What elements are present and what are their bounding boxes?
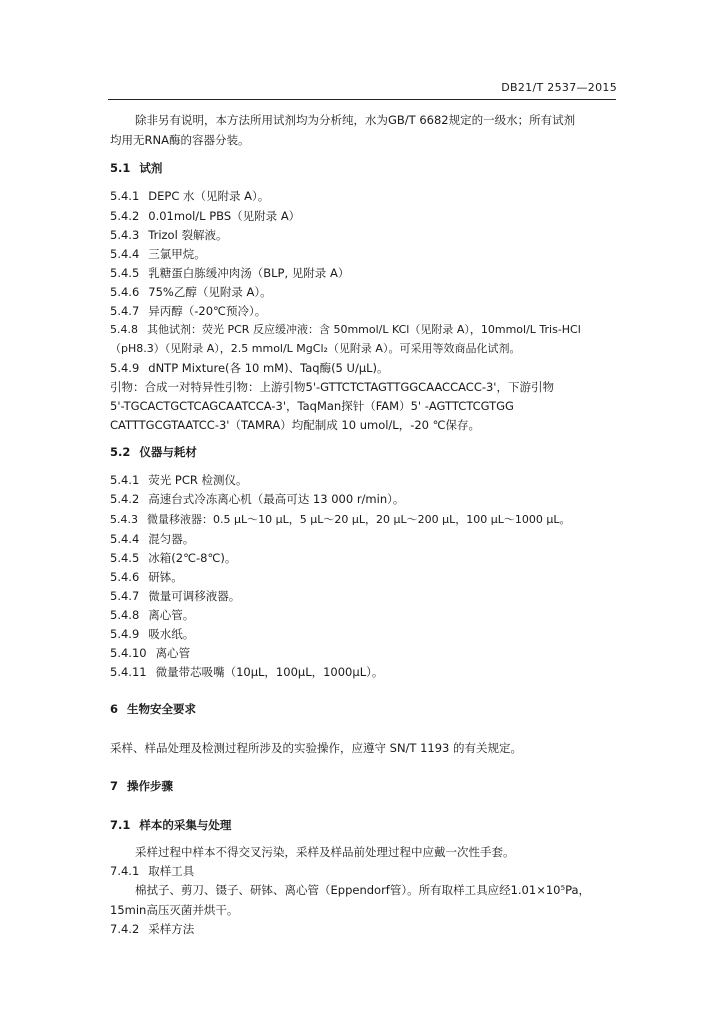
item-number: 5.4.3 (110, 513, 138, 526)
section-number: 7.4.2 (110, 922, 140, 936)
list-item (110, 208, 300, 224)
item-text: 75%乙醇（见附录 A）。 (148, 285, 272, 299)
section-title: 样本的采集与处理 (139, 818, 232, 832)
item-number: 5.4.2 (110, 492, 140, 506)
item-number: 5.4.6 (110, 570, 140, 584)
item-text: 冰箱(2℃-8℃)。 (148, 551, 237, 565)
section-7-1-paragraph: 采样过程中样本不得交叉污染，采样及样品前处理过程中应戴一次性手套。 (135, 845, 515, 859)
list-item (110, 588, 240, 604)
item-text: 微量可调移液器。 (148, 589, 241, 603)
document-id-header: DB21/T 2537—2015 (501, 81, 617, 94)
section-title: 试剂 (139, 161, 163, 175)
item-text: 高速台式冷冻离心机（最高可达 13 000 r/min）。 (148, 492, 405, 506)
list-item (110, 303, 266, 319)
intro-line-2: 均用无RNA酶的容器分装。 (110, 133, 250, 147)
item-number: 5.4.5 (110, 266, 140, 280)
item-text: 异丙醇（-20℃预冷）。 (148, 304, 267, 318)
list-item (110, 569, 183, 585)
item-number: 5.4.1 (110, 473, 140, 487)
item-number: 5.4.4 (110, 247, 140, 261)
list-item (110, 188, 269, 204)
item-text: 吸水纸。 (148, 627, 195, 641)
list-item (110, 246, 206, 262)
section-number: 5.1 (110, 161, 131, 175)
intro-line-1: 除非另有说明，本方法所用试剂均为分析纯，水为GB/T 6682规定的一级水；所有试剂 (135, 113, 576, 127)
list-item (110, 265, 349, 281)
header-rule (108, 99, 616, 100)
list-item (110, 512, 570, 528)
section-7-heading (110, 778, 173, 794)
item-number: 5.4.7 (110, 304, 140, 318)
item-number: 5.4.6 (110, 285, 140, 299)
section-5-1-heading (110, 160, 162, 176)
section-number: 7.4.1 (110, 864, 140, 878)
item-number: 5.4.5 (110, 551, 140, 565)
list-item (110, 626, 194, 642)
section-number: 5.2 (110, 445, 131, 459)
item-number: 5.4.8 (110, 323, 138, 336)
item-text: 乳糖蛋白胨缓冲肉汤（BLP, 见附录 A） (148, 266, 350, 280)
item-text: 微量移液器：0.5 μL～10 μL，5 μL～20 μL，20 μL～200 μL，100 μL～1000 μL。 (147, 513, 571, 526)
section-7-4-1-heading (110, 863, 194, 879)
primer-line-3: CATTTGCGTAATCC-3'（TAMRA）均配制成 10 umol/L，-20 ℃保存。 (110, 418, 481, 432)
list-item (110, 322, 581, 338)
list-item (110, 284, 272, 300)
item-text: dNTP Mixture(各 10 mM)、Taq酶(5 U/μL)。 (148, 361, 389, 375)
item-text: 0.01mol/L PBS（见附录 A） (148, 209, 301, 223)
primer-line-2: 5'-TGCACTGCTCAGCAATCCA-3'，TaqMan探针（FAM）5' -AGTTCTCGTGG (110, 399, 514, 413)
list-item (110, 472, 248, 488)
section-title: 生物安全要求 (127, 702, 197, 716)
section-number: 7.1 (110, 818, 131, 832)
section-7-4-1-line-1: 棉拭子、剪刀、镊子、研钵、离心管（Eppendorf管）。所有取样工具应经1.01×10⁵Pa， (135, 883, 591, 897)
item-text: 研钵。 (148, 570, 183, 584)
item-number: 5.4.9 (110, 361, 140, 375)
list-item (110, 227, 227, 243)
section-title: 仪器与耗材 (139, 445, 197, 459)
list-item (110, 360, 389, 376)
primer-line-1: 引物：合成一对特异性引物：上游引物5'-GTTCTCTAGTTGGCAACCACC-3'，下游引物 (110, 380, 554, 394)
item-number: 5.4.11 (110, 665, 147, 679)
item-text: Trizol 裂解液。 (148, 228, 228, 242)
item-text: 离心管 (155, 646, 191, 660)
section-number: 6 (110, 702, 119, 716)
item-text: 荧光 PCR 检测仪。 (148, 473, 248, 487)
list-item (110, 531, 194, 547)
item-text: 其他试剂：荧光 PCR 反应缓冲液：含 50mmol/L KCl（见附录 A），10mmol/L Tris-HCl (147, 323, 581, 336)
item-number: 5.4.3 (110, 228, 140, 242)
section-title: 取样工具 (148, 864, 195, 878)
item-text: 混匀器。 (148, 532, 195, 546)
section-6-paragraph: 采样、样品处理及检测过程所涉及的实验操作，应遵守 SN/T 1193 的有关规定。 (110, 741, 523, 755)
item-number: 5.4.1 (110, 189, 140, 203)
list-item (110, 664, 383, 680)
section-title: 操作步骤 (127, 779, 174, 793)
item-text: 三氯甲烷。 (148, 247, 206, 261)
list-item (110, 645, 190, 661)
item-number: 5.4.4 (110, 532, 140, 546)
section-7-1-heading (110, 817, 231, 833)
item-number: 5.4.8 (110, 608, 140, 622)
list-item (110, 550, 236, 566)
item-number: 5.4.10 (110, 646, 147, 660)
section-6-heading (110, 701, 196, 717)
item-text: 离心管。 (148, 608, 195, 622)
section-number: 7 (110, 779, 119, 793)
section-7-4-2-heading (110, 921, 194, 937)
item-number: 5.4.2 (110, 209, 140, 223)
item-number: 5.4.9 (110, 627, 140, 641)
section-5-2-heading (110, 444, 197, 460)
list-item-continuation: （pH8.3）（见附录 A），2.5 mmol/L MgCl₂（见附录 A）。可采用等效商品化试剂。 (110, 342, 521, 355)
section-7-4-1-line-2: 15min高压灭菌并烘干。 (110, 903, 239, 917)
item-number: 5.4.7 (110, 589, 140, 603)
list-item (110, 607, 194, 623)
list-item (110, 491, 404, 507)
item-text: DEPC 水（见附录 A）。 (148, 189, 270, 203)
section-title: 采样方法 (148, 922, 195, 936)
item-text: 微量带芯吸嘴（10μL，100μL，1000μL）。 (155, 665, 384, 679)
